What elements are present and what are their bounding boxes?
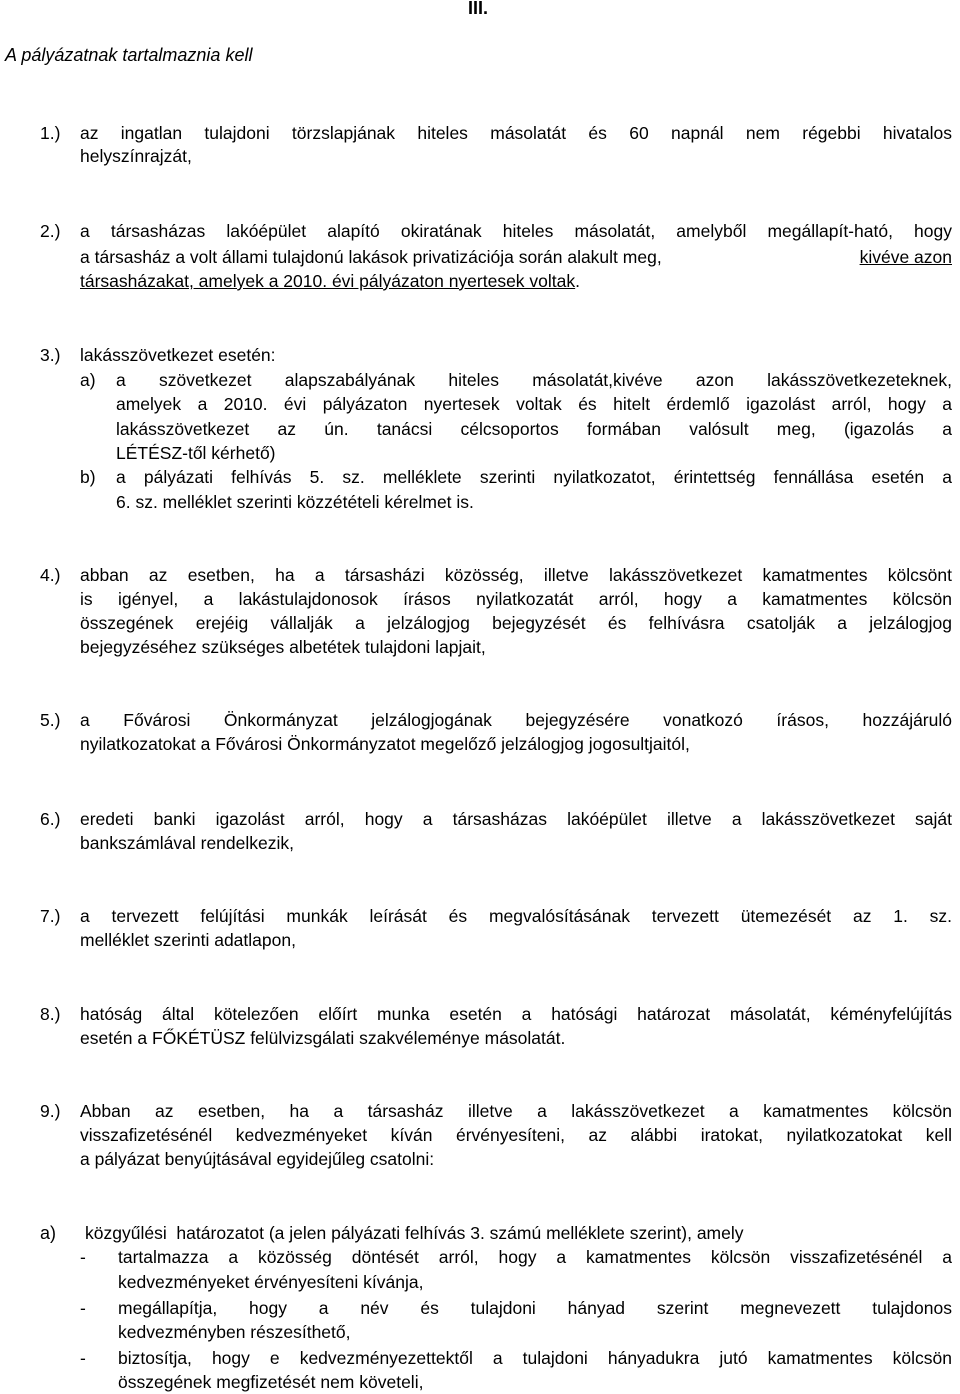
- item-5-line-1: a Fővárosi Önkormányzat jelzálogjogának bejegyzésére vonatkozó írásos, hozzájáruló: [80, 710, 952, 730]
- dash-3: -: [80, 1348, 86, 1368]
- item-4-line-2: is igényel, a lakástulajdonosok írásos nyilatkozatát arról, hogy a kamatmentes kölcsön: [80, 589, 952, 609]
- item-2-line-2-text: a társasház a volt állami tulajdonú lakások privatizációja során alakult meg,: [80, 247, 662, 267]
- item-8-line-2: esetén a FŐKÉTÜSZ felülvizsgálati szakvéleménye másolatát.: [80, 1028, 566, 1048]
- item-2-line-3-underlined: társasházakat, amelyek a 2010. évi pályázaton nyertesek voltak: [80, 271, 576, 291]
- item-2-number: 2.): [40, 221, 61, 241]
- page-heading: A pályázatnak tartalmaznia kell: [5, 45, 253, 65]
- item-5-number: 5.): [40, 710, 61, 730]
- item-a-line-1: közgyűlési határozatot (a jelen pályázati felhívás 3. számú melléklete szerint), amely: [85, 1223, 744, 1243]
- item-8-line-1: hatóság által kötelezően előírt munka esetén a hatósági határozat másolatát, kéményfelújítás: [80, 1004, 952, 1024]
- item-a-mark: a): [40, 1223, 57, 1243]
- item-7-line-1: a tervezett felújítási munkák leírását és megvalósításának tervezett ütemezését az 1. sz.: [80, 906, 952, 926]
- item-9-line-2: visszafizetésénél kedvezményeket kíván érvényesíteni, az alábbi iratokat, nyilatkozatokat kell: [80, 1125, 952, 1145]
- item-1-line-1: az ingatlan tulajdoni törzslapjának hiteles másolatát és 60 napnál nem régebbi hivatalos: [80, 123, 952, 143]
- item-3-number: 3.): [40, 345, 61, 365]
- item-2-line-2-underlined: kivéve azon: [859, 247, 952, 267]
- item-6-line-1: eredeti banki igazolást arról, hogy a társasházas lakóépület illetve a lakásszövetkezet saját: [80, 809, 952, 829]
- dash-1: -: [80, 1247, 86, 1267]
- item-6-line-2: bankszámlával rendelkezik,: [80, 833, 294, 853]
- item-1-number: 1.): [40, 123, 61, 143]
- item-3a-line-3: lakásszövetkezet az ún. tanácsi célcsoportos formában valósult meg, (igazolás a: [116, 419, 952, 439]
- item-3b-line-1: a pályázati felhívás 5. sz. melléklete szerinti nyilatkozatot, érintettség fennállása esetén a: [116, 467, 952, 487]
- dash-1-line-2: kedvezményeket érvényesíteni kívánja,: [118, 1272, 424, 1292]
- item-3a-line-2: amelyek a 2010. évi pályázaton nyertesek voltak és hitelt érdemlő igazolást arról, hogy a: [116, 394, 952, 414]
- item-3-title: lakásszövetkezet esetén:: [80, 345, 276, 365]
- item-2-line-3: [80, 270, 580, 293]
- dash-3-line-2: összegének megfizetését nem követeli,: [118, 1372, 424, 1392]
- item-9-line-3: a pályázat benyújtásával egyidejűleg csatolni:: [80, 1149, 435, 1169]
- item-4-line-1: abban az esetben, ha a társasházi közösség, illetve lakásszövetkezet kamatmentes kölcsönt: [80, 565, 952, 585]
- item-8-number: 8.): [40, 1004, 61, 1024]
- item-5-line-2: nyilatkozatokat a Fővárosi Önkormányzatot megelőző jelzálogjog jogosultjaitól,: [80, 734, 690, 754]
- section-number: III.: [468, 0, 489, 18]
- item-7-line-2: melléklet szerinti adatlapon,: [80, 930, 296, 950]
- item-7-number: 7.): [40, 906, 61, 926]
- item-6-number: 6.): [40, 809, 61, 829]
- dash-2-line-2: kedvezményben részesíthető,: [118, 1322, 351, 1342]
- item-3a-line-4: LÉTÉSZ-től kérhető): [116, 443, 276, 463]
- item-9-number: 9.): [40, 1101, 61, 1121]
- item-4-line-3: összegének erejéig vállalják a jelzálogjog bejegyzését és felhívásra csatolják a jelzálogjog: [80, 613, 952, 633]
- item-1-line-2: helyszínrajzát,: [80, 146, 192, 166]
- item-3b-line-2: 6. sz. melléklet szerinti közzétételi kérelmet is.: [116, 492, 474, 512]
- dash-2-line-1: megállapítja, hogy a név és tulajdoni hányad szerint megnevezett tulajdonos: [118, 1298, 952, 1318]
- dash-1-line-1: tartalmazza a közösség döntését arról, hogy a kamatmentes kölcsön visszafizetésénél a: [118, 1247, 952, 1267]
- item-3b-mark: b): [80, 467, 96, 487]
- item-4-number: 4.): [40, 565, 61, 585]
- item-2-line-2: [80, 246, 952, 269]
- item-4-line-4: bejegyzéséhez szükséges albetétek tulajdoni lapjait,: [80, 637, 486, 657]
- item-3a-mark: a): [80, 370, 96, 390]
- item-2-line-1: a társasházas lakóépület alapító okiratának hiteles másolatát, amelyből megállapít-ható, hogy: [80, 221, 952, 241]
- item-9-line-1: Abban az esetben, ha a társasház illetve a lakásszövetkezet a kamatmentes kölcsön: [80, 1101, 952, 1121]
- dash-2: -: [80, 1298, 86, 1318]
- item-2-line-3-end: .: [575, 271, 581, 291]
- item-3a-line-1: a szövetkezet alapszabályának hiteles másolatát,kivéve azon lakásszövetkezeteknek,: [116, 370, 952, 390]
- dash-3-line-1: biztosítja, hogy e kedvezményezettektől a tulajdoni hányadukra jutó kamatmentes kölcsön: [118, 1348, 952, 1368]
